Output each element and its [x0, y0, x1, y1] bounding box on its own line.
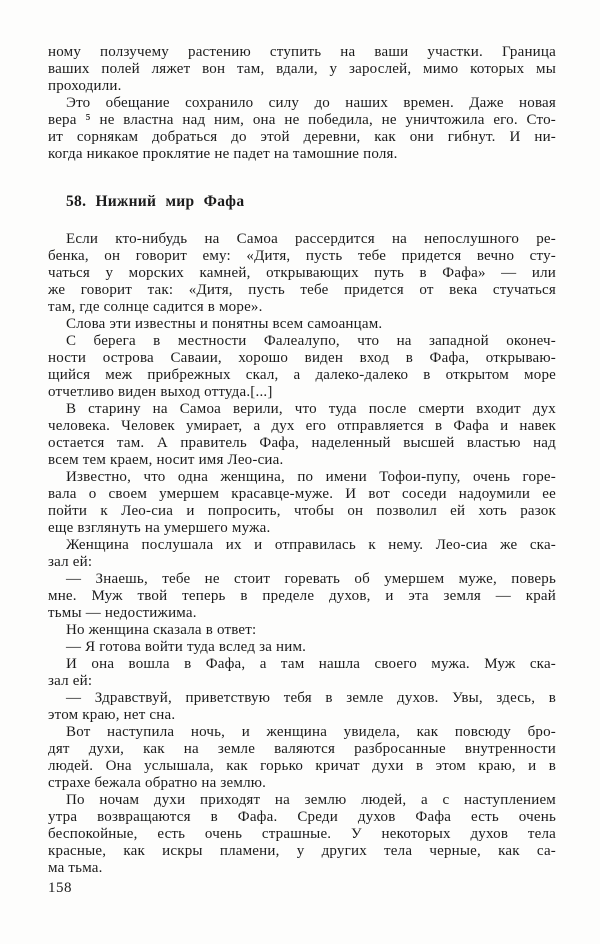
paragraph	[48, 571, 556, 622]
text-line: ит сорнякам добраться до этой деревни, как они гибнут. И ни-	[48, 129, 556, 145]
paragraph	[48, 656, 556, 690]
text-line: чаться у морских камней, открывающих путь в Фафа» — или	[48, 265, 556, 281]
text-line: всем тем краем, носит имя Лео-сиа.	[48, 452, 284, 468]
text-line: щийся меж прибрежных скал, а далеко-далеко в открытом море	[48, 367, 556, 383]
paragraph	[48, 724, 556, 792]
paragraph	[48, 333, 556, 401]
text-line: — Здравствуй, приветствую тебя в земле духов. Увы, здесь, в	[66, 690, 556, 706]
text-line: там, где солнце садится в море».	[48, 299, 263, 315]
text-line: Вот наступила ночь, и женщина увидела, как повсюду бро-	[66, 724, 556, 740]
text-line: Если кто-нибудь на Самоа рассердится на непослушного ре-	[66, 231, 556, 247]
text-line: Слова эти известны и понятны всем самоанцам.	[66, 316, 383, 332]
section-heading: 58. Нижний мир Фафа	[66, 193, 245, 210]
text-line: остается там. А правитель Фафа, наделенный высшей властью над	[48, 435, 556, 451]
text-line: — Знаешь, тебе не стоит горевать об умершем муже, поверь	[66, 571, 556, 587]
text-line: же говорит так: «Дитя, пусть тебе придется от века стучаться	[48, 282, 556, 298]
text-line: пойти к Лео-сиа и попросить, чтобы он позволил ей хоть разок	[48, 503, 556, 519]
text-line: людей. Она услышала, как горько кричат духи в этом краю, и в	[48, 758, 556, 774]
text-line: вала о своем умершем красавце-муже. И вот соседи надоумили ее	[48, 486, 556, 502]
text-line: страхе бежала обратно на землю.	[48, 775, 267, 791]
text-line: Но женщина сказала в ответ:	[66, 622, 257, 638]
text-line: ваших полей ляжет вон там, вдали, у зарослей, мимо которых мы	[48, 61, 556, 77]
pre-section-paragraphs	[48, 44, 556, 163]
paragraph	[48, 469, 556, 537]
text-line: еще взглянуть на умершего мужа.	[48, 520, 271, 536]
text-line: Это обещание сохранило силу до наших времен. Даже новая	[66, 95, 556, 111]
text-block	[48, 44, 556, 877]
text-line: красные, как искры пламени, у других тела черные, как са-	[48, 843, 556, 859]
section-paragraphs	[48, 231, 556, 877]
paragraph	[48, 316, 556, 333]
text-line: когда никакое проклятие не падет на тамошние поля.	[48, 146, 398, 162]
text-line: проходили.	[48, 78, 122, 94]
text-line: мне. Муж твой теперь в пределе духов, и эта земля — край	[48, 588, 556, 604]
text-line: бенка, он говорит ему: «Дитя, пусть тебе придется вечно сту-	[48, 248, 556, 264]
text-line: ма тьма.	[48, 860, 103, 876]
text-line: Известно, что одна женщина, по имени Тофои-пупу, очень горе-	[66, 469, 556, 485]
text-line: С берега в местности Фалеалупо, что на западной оконеч-	[66, 333, 556, 349]
text-line: ности острова Саваии, хорошо виден вход в Фафа, открываю-	[48, 350, 556, 366]
paragraph	[48, 622, 556, 639]
text-line: И она вошла в Фафа, а там нашла своего мужа. Муж ска-	[66, 656, 556, 672]
paragraph	[48, 537, 556, 571]
paragraph	[48, 792, 556, 877]
paragraph	[48, 401, 556, 469]
text-line: зал ей:	[48, 673, 93, 689]
paragraph	[48, 44, 556, 95]
text-line: тьмы — недостижима.	[48, 605, 197, 621]
page-number: 158	[48, 880, 72, 896]
paragraph	[48, 95, 556, 163]
paragraph	[48, 639, 556, 656]
text-line: В старину на Самоа верили, что туда после смерти входит дух	[66, 401, 556, 417]
text-line: человека. Человек умирает, а дух его отправляется в Фафа и навек	[48, 418, 556, 434]
text-line: отчетливо виден выход оттуда.[...]	[48, 384, 273, 400]
text-line: Женщина послушала их и отправилась к нему. Лео-сиа же ска-	[66, 537, 556, 553]
text-line: — Я готова войти туда вслед за ним.	[66, 639, 307, 655]
text-line: этом краю, нет сна.	[48, 707, 176, 723]
text-line: ному ползучему растению ступить на ваши участки. Граница	[48, 44, 556, 60]
paragraph	[48, 231, 556, 316]
text-line: дят духи, как на земле валяются разбросанные внутренности	[48, 741, 556, 757]
text-line: По ночам духи приходят на землю людей, а с наступлением	[66, 792, 556, 808]
text-line: зал ей:	[48, 554, 93, 570]
text-line: беспокойные, есть очень страшные. У некоторых духов тела	[48, 826, 556, 842]
text-line: утра возвращаются в Фафа. Среди духов Фафа есть очень	[48, 809, 556, 825]
paragraph	[48, 690, 556, 724]
text-line: вера ⁵ не властна над ним, она не победила, не уничтожила его. Сто-	[48, 112, 556, 128]
